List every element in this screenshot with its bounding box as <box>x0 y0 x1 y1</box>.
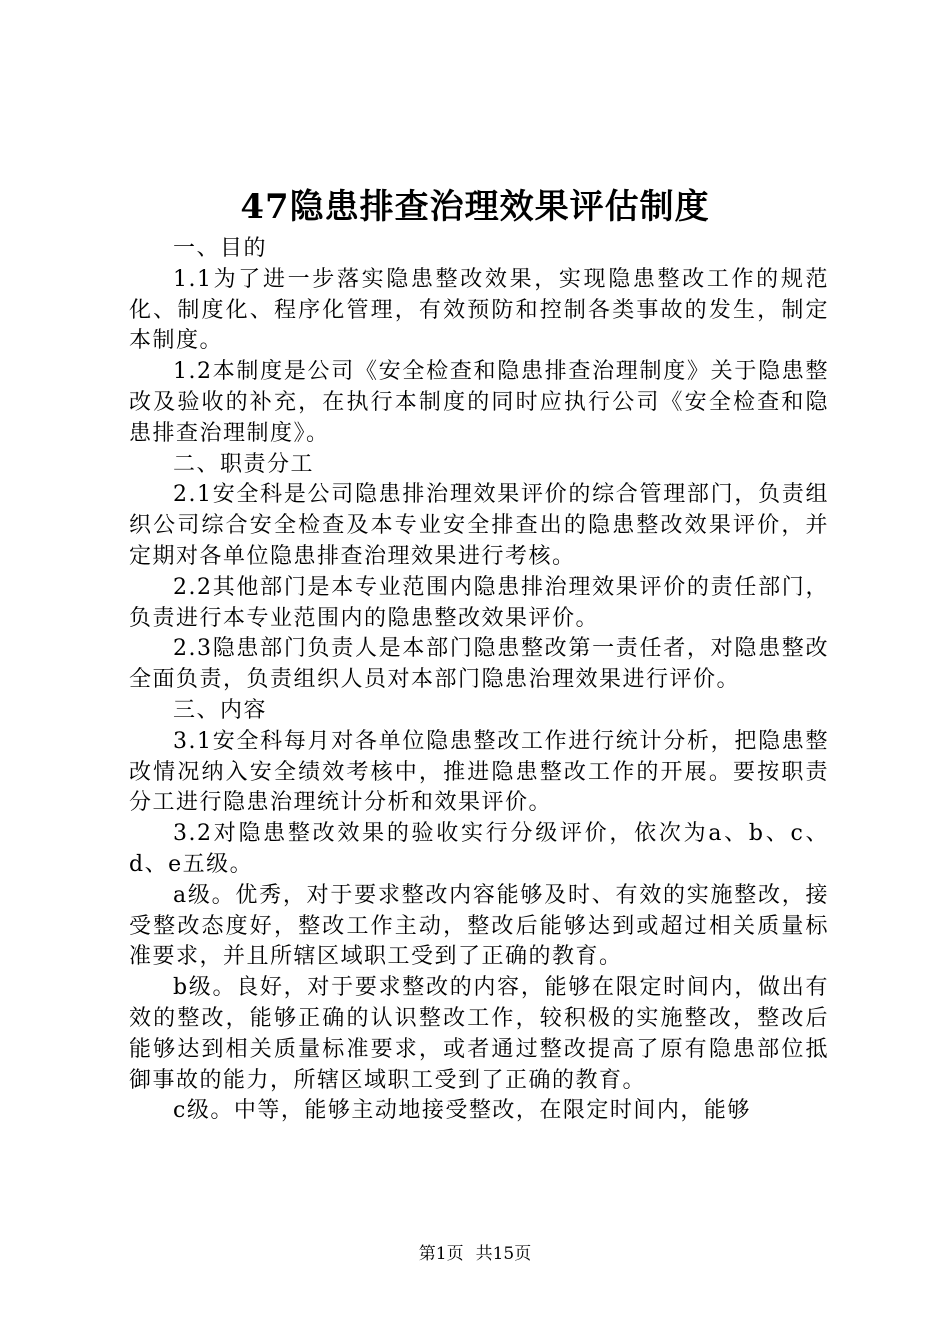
section-heading-content: 三、内容 <box>173 697 268 723</box>
section-heading-responsibilities: 二、职责分工 <box>173 451 315 477</box>
paragraph-1-1: 1.1为了进一步落实隐患整改效果，实现隐患整改工作的规范化、制度化、程序化管理，有效预防和控制各类事故的发生，制定本制度。 <box>129 266 829 354</box>
paragraph-grade-a: a级。优秀，对于要求整改内容能够及时、有效的实施整改，接受整改态度好，整改工作主动，整改后能够达到或超过相关质量标准要求，并且所辖区域职工受到了正确的教育。 <box>129 882 829 970</box>
paragraph-2-1: 2.1安全科是公司隐患排治理效果评价的综合管理部门，负责组织公司综合安全检查及本专业安全排查出的隐患整改效果评价，并定期对各单位隐患排查治理效果进行考核。 <box>129 482 829 569</box>
page-total: 共15页 <box>475 1244 532 1264</box>
paragraph-grade-c: c级。中等，能够主动地接受整改，在限定时间内，能够 <box>173 1098 751 1124</box>
section-heading-purpose: 一、目的 <box>173 236 268 261</box>
document-title: 47隐患排查治理效果评估制度 <box>240 187 710 227</box>
paragraph-grade-b: b级。良好，对于要求整改的内容，能够在限定时间内，做出有效的整改，能够正确的认识整改工作，较积极的实施整改，整改后能够达到相关质量标准要求，或者通过整改提高了原有隐患部位抵御事故的能力，所辖区域职工受到了正确的教育。 <box>129 975 829 1093</box>
page-footer <box>0 1242 950 1266</box>
paragraph-3-1: 3.1安全科每月对各单位隐患整改工作进行统计分析，把隐患整改情况纳入安全绩效考核中，推进隐患整改工作的开展。要按职责分工进行隐患治理统计分析和效果评价。 <box>129 728 829 816</box>
document-body <box>129 234 829 1127</box>
page-number: 第1页 <box>418 1244 464 1264</box>
paragraph-2-3: 2.3隐患部门负责人是本部门隐患整改第一责任者，对隐患整改全面负责，负责组织人员对本部门隐患治理效果进行评价。 <box>129 636 829 693</box>
paragraph-1-2: 1.2本制度是公司《安全检查和隐患排查治理制度》关于隐患整改及验收的补充，在执行本制度的同时应执行公司《安全检查和隐患排查治理制度》。 <box>129 359 829 446</box>
paragraph-3-2: 3.2对隐患整改效果的验收实行分级评价，依次为a、b、c、d、e五级。 <box>129 821 829 877</box>
paragraph-2-2: 2.2其他部门是本专业范围内隐患排治理效果评价的责任部门，负责进行本专业范围内的隐患整改效果评价。 <box>129 574 829 631</box>
